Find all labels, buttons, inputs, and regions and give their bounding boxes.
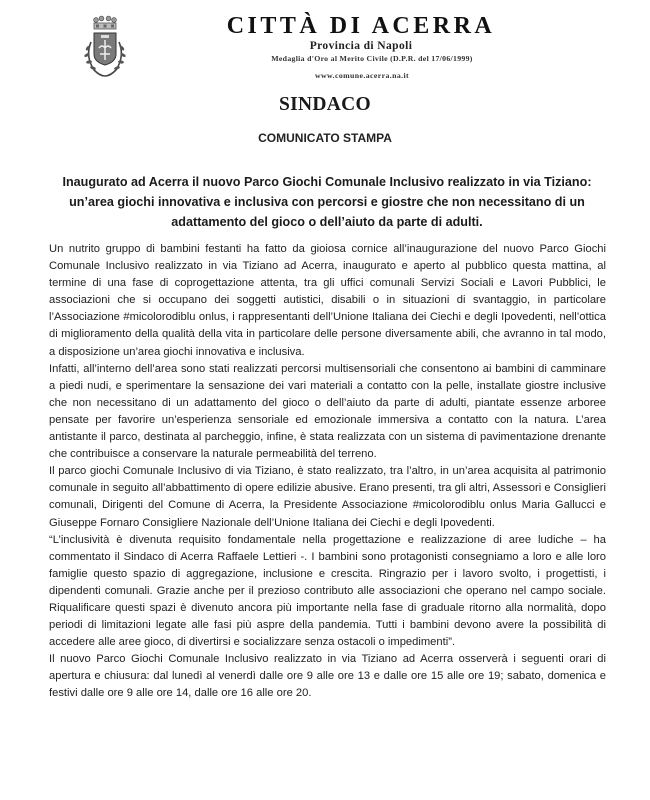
office-title: SINDACO (278, 94, 372, 115)
headline: Inaugurato ad Acerra il nuovo Parco Giochi Comunale Inclusivo realizzato in via Tiziano: un’area giochi innovativa e inclusiva con percorsi e giostre che non necessitano di un adattamento del gioco o dell’aiuto da parte di adulti. (62, 175, 592, 229)
paragraph: Il parco giochi Comunale Inclusivo di via Tiziano, è stato realizzato, tra l’altro, in un’area acquisita al patrimonio comunale in seguito all’abbattimento di opere edilizie abusive. Erano presenti, tra gli altri, Assessori e Consiglieri comunali, Dirigenti del Comune di Acerra, la Presidente Associazione #micolorodiblu onlus Maria Gallucci e Giuseppe Fornaro Consigliere Nazionale dell’Unione Italiana dei Ciechi e degli Ipovedenti. (49, 465, 606, 529)
website-link[interactable]: www.comune.acerra.na.it (314, 71, 410, 80)
paragraph: Il nuovo Parco Giochi Comunale Inclusivo realizzato in via Tiziano ad Acerra osserverà i seguenti orari di apertura e chiusura: dal lunedì al venerdì dalle ore 9 alle ore 13 e dalle ore 15 alle ore 19; sabato, domenica e festivi dalle ore 9 alle ore 14, dalle ore 16 alle ore 20. (49, 653, 606, 700)
city-title: CITTÀ DI ACERRA (226, 13, 496, 39)
medal-line: Medaglia d'Oro al Merito Civile (D.P.R. del 17/06/1999) (271, 54, 473, 63)
paragraph: Un nutrito gruppo di bambini festanti ha fatto da gioiosa cornice all’inaugurazione del nuovo Parco Giochi Comunale Inclusivo realizzato in via Tiziano ad Acerra, inaugurato e aperto al pubblico questa mattina, al termine di una fase di coprogettazione attenta, tra gli uffici comunali Servizi Sociali e Lavori Pubblici, le associazioni che si occupano dei soggetti autistici, disabili o in situazioni di svantaggio, in particolare l’Associazione #micolorodiblu onlus, i rappresentanti dell’Unione Italiana dei Ciechi e degli Ipovedenti, nell’ottica di miglioramento della qualità della vita in particolare delle persone diversamente abili, che avranno in tal modo, a disposizione un’area giochi innovativa e inclusiva. (49, 243, 606, 358)
paragraph: Infatti, all’interno dell’area sono stati realizzati percorsi multisensoriali che consentono ai bambini di camminare a piedi nudi, e sperimentare la sensazione dei vari materiali a contatto con la pelle, installate giostre inclusive che non necessitano di un adattamento del gioco o dell’aiuto da parte di adulti, piantate essenze arboree pensate per favorire un’esperienza sensoriale ed emozionale immersiva a contatto con la natura. L’area antistante il parco, destinata al parcheggio, infine, è stata realizzata con un sistema di pavimentazione drenante che contribuisce a conservare la naturale permeabilità del terreno. (49, 362, 606, 461)
body-text (49, 241, 606, 703)
document-type: COMUNICATO STAMPA (258, 131, 392, 145)
letterhead (168, 12, 548, 81)
paragraph: “L’inclusività è divenuta requisito fondamentale nella progettazione e realizzazione di aree ludiche – ha commentato il Sindaco di Acerra Raffaele Lettieri -. I bambini sono protagonisti consegniamo a loro e alle loro famiglie questo spazio di aggregazione, inclusione e crescita. Ringrazio per i lavoro svolto, i progettisti, i dipendenti comunali. Grazie anche per il prezioso contributo alle associazioni che operano nel campo sociale. Riqualificare questi spazi è divenuto ancora più importante nella fase di graduale ritorno alla normalità, dopo periodi di limitazioni legate alle fasi più aspre della pandemia. Tutti i bambini devono avere la possibilità di accedere alle aree gioco, di divertirsi e socializzare senza ostacoli o impedimenti”. (49, 533, 606, 649)
province-line: Provincia di Napoli (309, 40, 413, 52)
coat-of-arms-icon (82, 14, 128, 84)
